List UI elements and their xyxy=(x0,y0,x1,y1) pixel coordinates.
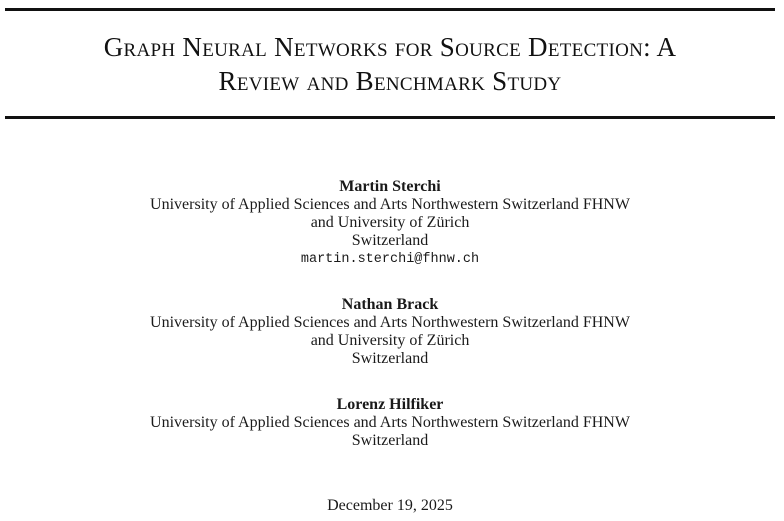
publication-date: December 19, 2025 xyxy=(327,497,453,514)
author-name: Lorenz Hilfiker xyxy=(336,396,444,413)
title-bottom-rule xyxy=(5,116,775,119)
author-block-sterchi xyxy=(0,178,780,269)
paper-title xyxy=(0,30,780,98)
author-block-brack xyxy=(0,296,780,368)
author-name: Martin Sterchi xyxy=(339,178,441,195)
author-affiliation-secondary: and University of Zürich xyxy=(310,332,470,349)
paper-title-line-1: Graph Neural Networks for Source Detection: A xyxy=(103,32,677,62)
author-country: Switzerland xyxy=(351,432,429,449)
author-name: Nathan Brack xyxy=(341,296,439,313)
author-affiliation-secondary: and University of Zürich xyxy=(310,214,470,231)
author-block-hilfiker xyxy=(0,396,780,450)
paper-title-line-2: Review and Benchmark Study xyxy=(218,66,562,96)
author-affiliation: University of Applied Sciences and Arts Northwestern Switzerland FHNW xyxy=(150,414,630,431)
author-affiliation: University of Applied Sciences and Arts Northwestern Switzerland FHNW xyxy=(150,314,630,331)
title-top-rule xyxy=(5,8,775,11)
author-country: Switzerland xyxy=(351,350,429,367)
author-country: Switzerland xyxy=(351,232,429,249)
author-email-link[interactable]: martin.sterchi@fhnw.ch xyxy=(300,252,480,267)
author-affiliation: University of Applied Sciences and Arts Northwestern Switzerland FHNW xyxy=(150,196,630,213)
